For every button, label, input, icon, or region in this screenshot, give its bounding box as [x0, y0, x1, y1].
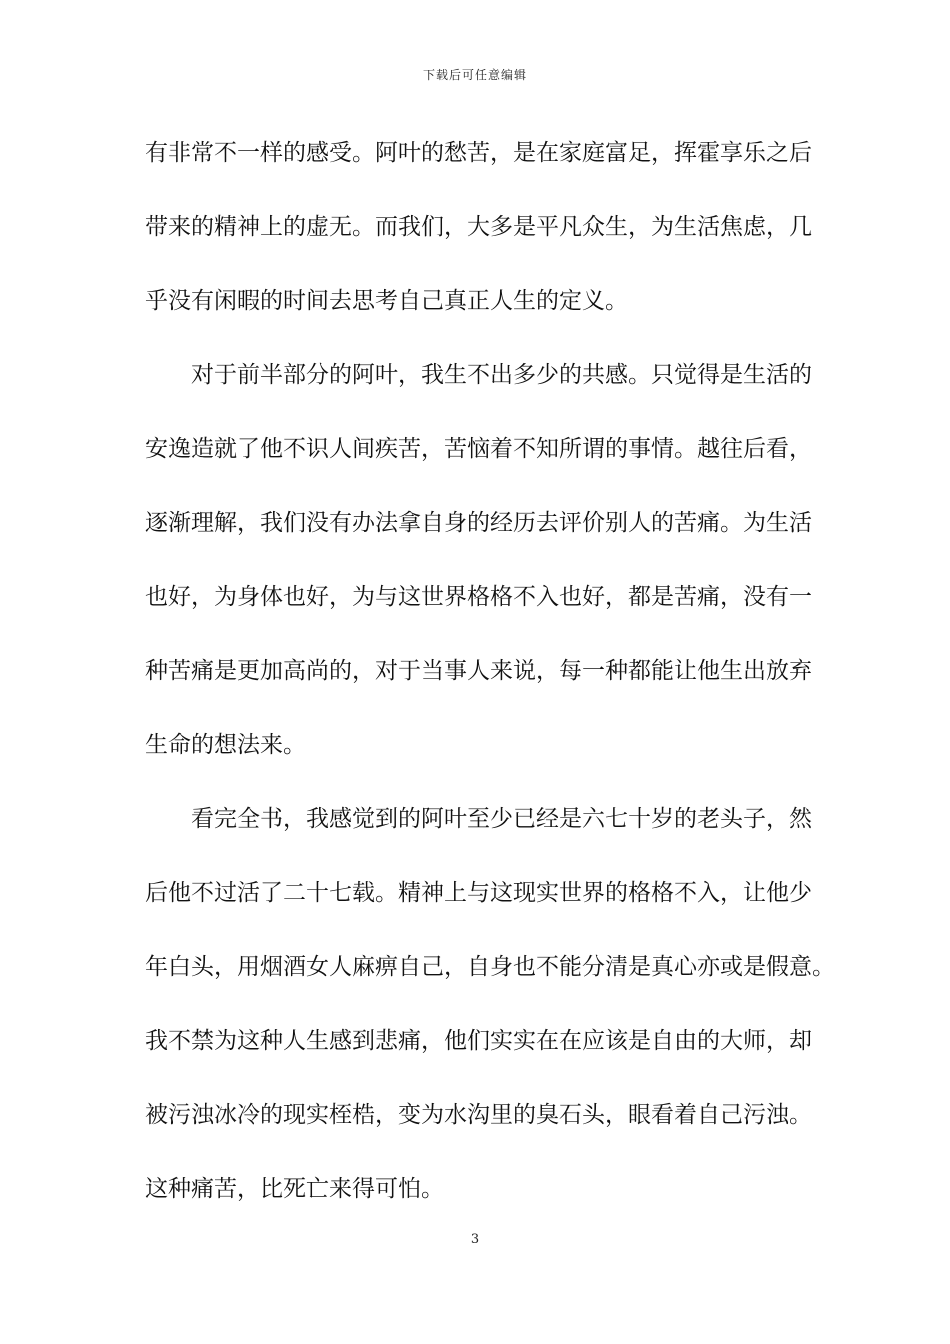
text-line: 安逸造就了他不识人间疾苦，苦恼着不知所谓的事情。越往后看，: [145, 436, 812, 462]
text-line: 对于前半部分的阿叶，我生不出多少的共感。只觉得是生活的: [191, 362, 812, 388]
text-line: 带来的精神上的虚无。而我们，大多是平凡众生，为生活焦虑，几: [145, 214, 812, 240]
text-line: 也好，为身体也好，为与这世界格格不入也好，都是苦痛，没有一: [145, 584, 812, 610]
page-number: 3: [470, 1232, 480, 1247]
text-line: 有非常不一样的感受。阿叶的愁苦，是在家庭富足，挥霍享乐之后: [145, 140, 812, 166]
page-header: 下载后可任意编辑: [422, 68, 527, 82]
text-line: 乎没有闲暇的时间去思考自己真正人生的定义。: [145, 288, 628, 314]
text-line: 我不禁为这种人生感到悲痛，他们实实在在应该是自由的大师，却: [145, 1028, 812, 1054]
text-line: 年白头，用烟酒女人麻痹自己，自身也不能分清是真心亦或是假意。: [145, 954, 835, 980]
text-line: 被污浊冰冷的现实桎梏，变为水沟里的臭石头，眼看着自己污浊。: [145, 1102, 812, 1128]
text-line: 逐渐理解，我们没有办法拿自身的经历去评价别人的苦痛。为生活: [145, 510, 812, 536]
text-line: 后他不过活了二十七载。精神上与这现实世界的格格不入，让他少: [145, 880, 812, 906]
text-line: 看完全书，我感觉到的阿叶至少已经是六七十岁的老头子，然: [191, 806, 812, 832]
text-line: 生命的想法来。: [145, 732, 306, 758]
text-line: 这种痛苦，比死亡来得可怕。: [145, 1176, 444, 1202]
text-line: 种苦痛是更加高尚的，对于当事人来说，每一种都能让他生出放弃: [145, 658, 812, 684]
